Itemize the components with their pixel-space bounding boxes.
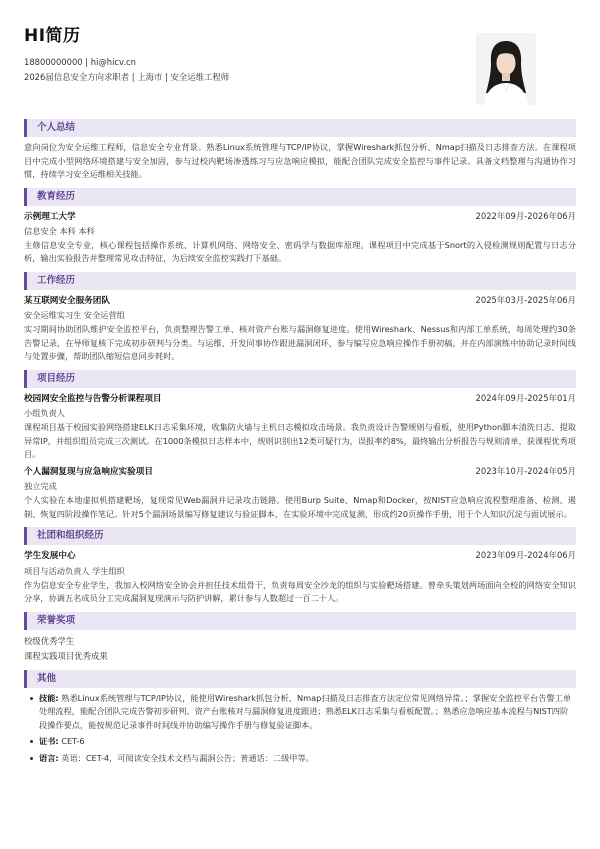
section-label: 教育经历: [37, 190, 76, 202]
section-label: 工作经历: [37, 275, 76, 287]
other-label: 语言:: [39, 752, 59, 763]
project-desc: 课程项目基于校园实验网络搭建ELK日志采集环境，收集防火墙与主机日志模拟攻击场景。我负责设计告警规则与看板，使用Python脚本清洗日志、提取异常IP，并组织组员完成三次测试。在1000条模拟日志样本中，规则识别出12类可疑行为，误报率约8%，最终输出分析报告与规则清单，获课程优秀项目。: [24, 422, 576, 460]
list-item: [30, 692, 576, 733]
club-desc: 作为信息安全专业学生，我加入校网络安全协会并担任技术组骨干，负责每周安全沙龙的组织与实验靶场搭建。曾牵头策划两场面向全校的网络安全知识分享，协调五名成员分工完成漏洞复现演示与防护讲解，累计参与人数超过一百二十人。: [24, 579, 576, 604]
avatar: [476, 33, 536, 105]
club-role: 项目与活动负责人 学生组织: [24, 565, 125, 576]
section-title-awards: [24, 612, 576, 630]
project-desc: 个人实验在本地虚拟机搭建靶场，复现常见Web漏洞并记录攻击链路。使用Burp Suite、Nmap和Docker，按NIST应急响应流程整理准备、检测、遏制、恢复四阶段操作笔记。针对5个漏洞场景编写修复建议与验证脚本，在实验环境中完成复测，形成约20页操作手册，用于个人知识沉淀与面试展示。: [24, 495, 576, 519]
project-entry-head: [24, 465, 576, 478]
section-title-summary: [24, 119, 576, 137]
award-item: 课程实践项目优秀成果: [24, 650, 108, 661]
section-label: 荣誉奖项: [37, 614, 76, 626]
company-name: 某互联网安全服务团队: [24, 295, 110, 306]
education-desc: 主修信息安全专业，核心课程包括操作系统、计算机网络、网络安全、密码学与数据库原理。课程项目中完成基于Snort的入侵检测规则配置与日志分析，输出实验报告并整理常见攻击特征，为后续安全监控实践打下基础。: [24, 239, 576, 264]
other-list: [30, 692, 576, 766]
club-entry-head: [24, 549, 576, 562]
work-role: 安全运维实习生 安全运营组: [24, 310, 125, 321]
list-item: [30, 752, 576, 766]
club-date: 2023年09月-2024年06月: [475, 550, 576, 561]
intent-line: 2026届信息安全方向求职者 | 上海市 | 安全运维工程师: [24, 72, 230, 82]
project-role: 小组负责人: [24, 408, 65, 419]
section-label: 项目经历: [37, 373, 76, 385]
other-text: CET-6: [61, 736, 85, 747]
section-title-other: [24, 670, 576, 688]
list-item: [30, 735, 576, 749]
work-date: 2025年03月-2025年06月: [475, 294, 576, 305]
project-name: 校园网安全监控与告警分析课程项目: [24, 393, 162, 404]
section-label: 个人总结: [37, 122, 76, 134]
education-major: 信息安全 本科 本科: [24, 225, 95, 236]
project-date: 2023年10月-2024年05月: [475, 465, 576, 476]
other-label: 技能:: [39, 692, 59, 703]
resume-name: HI简历: [24, 26, 81, 46]
section-title-work: [24, 272, 576, 290]
project-name: 个人漏洞复现与应急响应实验项目: [24, 466, 153, 477]
work-desc: 实习期间协助团队维护安全监控平台，负责整理告警工单、核对资产台账与漏洞修复进度。使用Wireshark、Nessus和内部工单系统，每周处理约30条告警记录，在导师复核下完成初步研判与分类。与运维、开发同事协作跟进漏洞闭环，参与编写应急响应操作手册初稿，并在内部演练中协助记录时间线与处置步骤，帮助团队缩短信息同步耗时。: [24, 324, 576, 362]
resume-header: [24, 0, 576, 113]
project-role: 独立完成: [24, 481, 57, 492]
summary-text: 意向岗位为安全运维工程师，信息安全专业背景。熟悉Linux系统管理与TCP/IP协议，掌握Wireshark抓包分析、Nmap扫描及日志排查方法。在课程项目中完成小型网络环境搭建与安全加固，参与过校内靶场渗透练习与应急响应模拟，能配合团队完成安全监控与事件记录。具备文档整理与沟通协作习惯，持续学习安全运维相关技能。: [24, 142, 576, 179]
avatar-photo-icon: [476, 33, 536, 105]
contact-line: 18800000000 | hi@hicv.cn: [24, 57, 136, 67]
education-date: 2022年09月-2026年06月: [475, 210, 576, 221]
section-title-projects: [24, 370, 576, 388]
section-title-club: [24, 527, 576, 545]
other-text: 英语：CET-4，可阅读安全技术文档与漏洞公告；普通话：二级甲等。: [61, 752, 314, 763]
section-label: 社团和组织经历: [37, 530, 104, 542]
project-date: 2024年09月-2025年01月: [475, 392, 576, 403]
section-title-education: [24, 188, 576, 206]
project-entry-head: [24, 392, 576, 405]
award-item: 校级优秀学生: [24, 635, 75, 646]
other-label: 证书:: [39, 736, 59, 747]
education-entry-head: [24, 210, 576, 223]
school-name: 示例理工大学: [24, 211, 76, 222]
org-name: 学生发展中心: [24, 551, 76, 562]
other-text: 熟悉Linux系统管理与TCP/IP协议，能使用Wireshark抓包分析、Nmap扫描及日志排查方法定位常见网络异常。；掌握安全监控平台告警工单处理流程，能配合团队完成告警初步研判、资产台账核对与漏洞修复进度跟进；熟悉ELK日志采集与看板配置。；熟悉应急响应基本流程与NIST四阶段操作要点，能按规范记录事件时间线并协助编写操作手册与修复验证脚本。: [39, 692, 572, 730]
section-label: 其他: [37, 672, 57, 684]
work-entry-head: [24, 294, 576, 307]
